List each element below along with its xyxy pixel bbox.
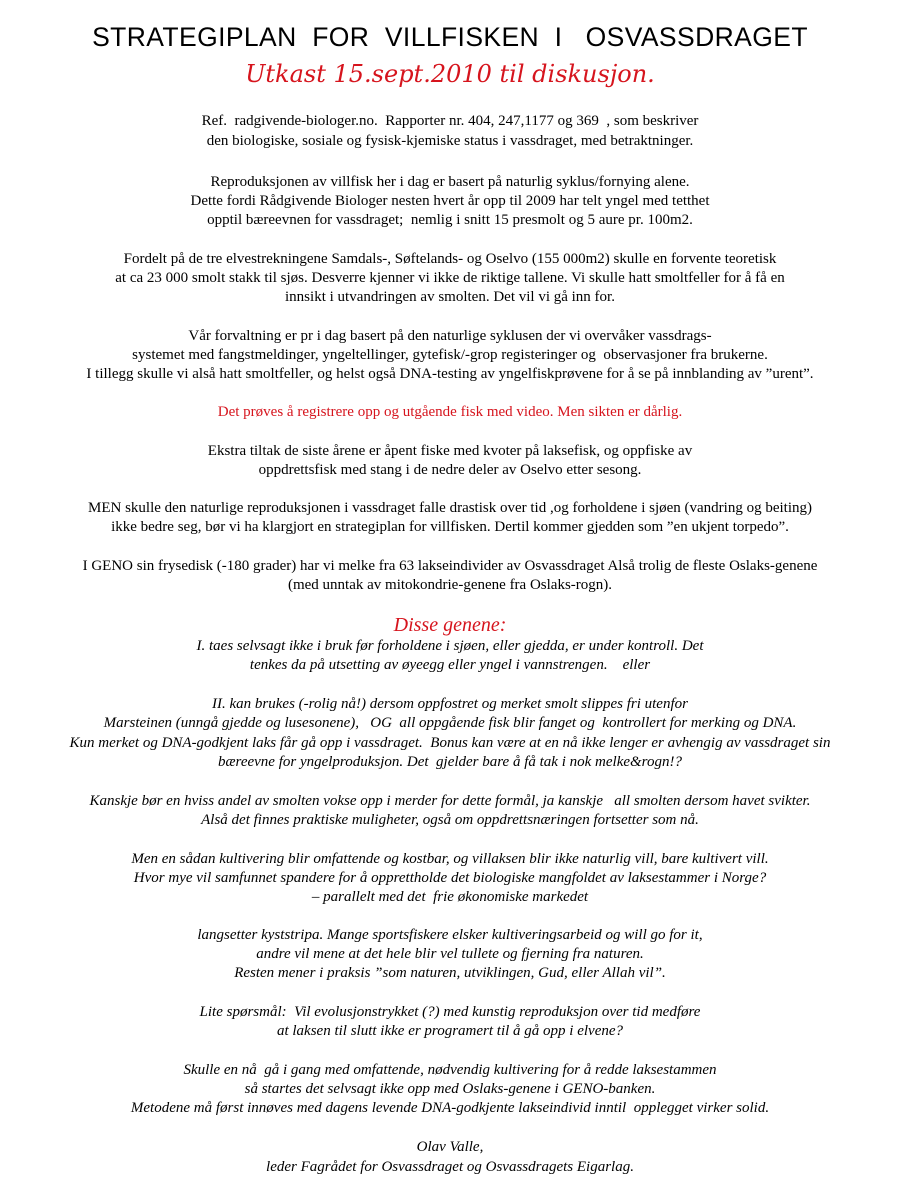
paragraph-reproduction-line-2: Dette fordi Rådgivende Biologer nesten hvert år opp til 2009 har telt yngel med tetthet [190,193,710,209]
paragraph-methods-line-2: så startes det selvsagt ikke opp med Oslaks-genene i GENO-banken. [244,1081,656,1097]
paragraph-extra-line-2: oppdrettsfisk med stang i de nedre deler av Oselvo etter sesong. [258,462,642,478]
option-two-line-4: bæreevne for yngelproduksjon. Det gjelder bare å få tak i nok melke&rogn!? [218,754,682,770]
option-one-line-1: I. taes selvsagt ikke i bruk før forholdene i sjøen, eller gjedda, er under kontroll. Det [196,638,704,654]
ref-line-1: Ref. radgivende-biologer.no. Rapporter nr. 404, 247,1177 og 369 , som beskriver [201,113,699,129]
paragraph-strategy-line-1: MEN skulle den naturlige reproduksjonen i vassdraget falle drastisk over tid ,og forholdene i sjøen (vandring og beiting) [88,500,812,516]
paragraph-estimate-line-3: innsikt i utvandringen av smolten. Det vil vi gå inn for. [285,289,615,305]
document-title: STRATEGIPLAN FOR VILLFISKEN I OSVASSDRAGET [92,22,808,52]
question-line-1: Lite spørsmål: Vil evolusjonstrykket (?) med kunstig reproduksjon over tid medføre [199,1004,701,1020]
paragraph-pens-line-1: Kanskje bør en hviss andel av smolten vokse opp i merder for dette formål, ja kanskje all smolten dersom havet svikter. [89,793,811,809]
paragraph-cost-line-2: Hvor mye vil samfunnet spandere for å opprettholde det biologiske mangfoldet av laksestammer i Norge? [133,870,767,886]
ref-line-2: den biologiske, sosiale og fysisk-kjemiske status i vassdraget, med betraktninger. [206,133,694,149]
option-two-line-3: Kun merket og DNA-godkjent laks får gå opp i vassdraget. Bonus kan være at en nå ikke lenger er avhengig av vassdraget sin [69,735,831,751]
paragraph-anglers-line-2: andre vil mene at det hele blir vel tullete og fjerning fra naturen. [256,946,644,962]
paragraph-estimate-line-2: at ca 23 000 smolt stakk til sjøs. Desverre kjenner vi ikke de riktige tallene. Vi skulle hatt smoltfeller for å få en [115,270,785,286]
question-line-2: at laksen til slutt ikke er programert til å gå opp i elvene? [276,1023,624,1039]
paragraph-cost-line-3: – parallelt med det frie økonomiske markedet [311,889,589,905]
signature-role: leder Fagrådet for Osvassdraget og Osvassdragets Eigarlag. [266,1159,634,1175]
paragraph-reproduction-line-3: opptil bæreevnen for vassdraget; nemlig i snitt 15 presmolt og 5 aure pr. 100m2. [207,212,693,228]
paragraph-management-line-2: systemet med fangstmeldinger, yngeltellinger, gytefisk/-grop registeringer og observasjoner fra brukerne. [132,347,768,363]
document-subtitle: Utkast 15.sept.2010 til diskusjon. [245,60,655,88]
video-note: Det prøves å registrere opp og utgående fisk med video. Men sikten er dårlig. [217,404,683,420]
paragraph-management-line-3: I tillegg skulle vi alså hatt smoltfeller, og helst også DNA-testing av yngelfiskprøvene for å se på innblanding av ”urent”. [86,366,814,382]
paragraph-methods-line-3: Metodene må først innøves med dagens levende DNA-godkjente lakseindivid inntil opplegget virker solid. [130,1100,770,1116]
paragraph-anglers-line-3: Resten mener i praksis ”som naturen, utviklingen, Gud, eller Allah vil”. [234,965,666,981]
paragraph-strategy-line-2: ikke bedre seg, bør vi ha klargjort en strategiplan for villfisken. Dertil kommer gjedden som ”en ukjent torpedo”. [111,519,789,535]
option-one-line-2: tenkes da på utsetting av øyeegg eller yngel i vannstrengen. eller [249,657,651,673]
paragraph-anglers-line-1: langsetter kyststripa. Mange sportsfiskere elsker kultiveringsarbeid og will go for it, [197,927,703,943]
paragraph-geno-line-1: I GENO sin frysedisk (-180 grader) har vi melke fra 63 lakseindivider av Osvassdraget Alså trolig de fleste Oslaks-genene [82,558,818,574]
paragraph-management-line-1: Vår forvaltning er pr i dag basert på den naturlige syklusen der vi overvåker vassdrags- [188,328,712,344]
paragraph-pens-line-2: Alså det finnes praktiske muligheter, også om oppdrettsnæringen fortsetter som nå. [201,812,699,828]
paragraph-cost-line-1: Men en sådan kultivering blir omfattende og kostbar, og villaksen blir ikke naturlig vill, bare kultivert vill. [131,851,769,867]
option-two-line-1: II. kan brukes (-rolig nå!) dersom oppfostret og merket smolt slippes fri utenfor [212,696,688,712]
paragraph-estimate-line-1: Fordelt på de tre elvestrekningene Samdals-, Søftelands- og Oselvo (155 000m2) skulle en forvente teoretisk [123,251,777,267]
paragraph-geno-line-2: (med unntak av mitokondrie-genene fra Oslaks-rogn). [287,577,613,593]
paragraph-extra-line-1: Ekstra tiltak de siste årene er åpent fiske med kvoter på laksefisk, og oppfiske av [207,443,693,459]
paragraph-reproduction-line-1: Reproduksjonen av villfisk her i dag er basert på naturlig syklus/fornying alene. [210,174,690,190]
paragraph-methods-line-1: Skulle en nå gå i gang med omfattende, nødvendig kultivering for å redde laksestammen [183,1062,717,1078]
signature-name: Olav Valle, [416,1139,484,1155]
genes-heading: Disse genene: [393,614,507,636]
option-two-line-2: Marsteinen (unngå gjedde og lusesonene), OG all oppgående fisk blir fanget og kontrollert for merking og DNA. [103,715,797,731]
